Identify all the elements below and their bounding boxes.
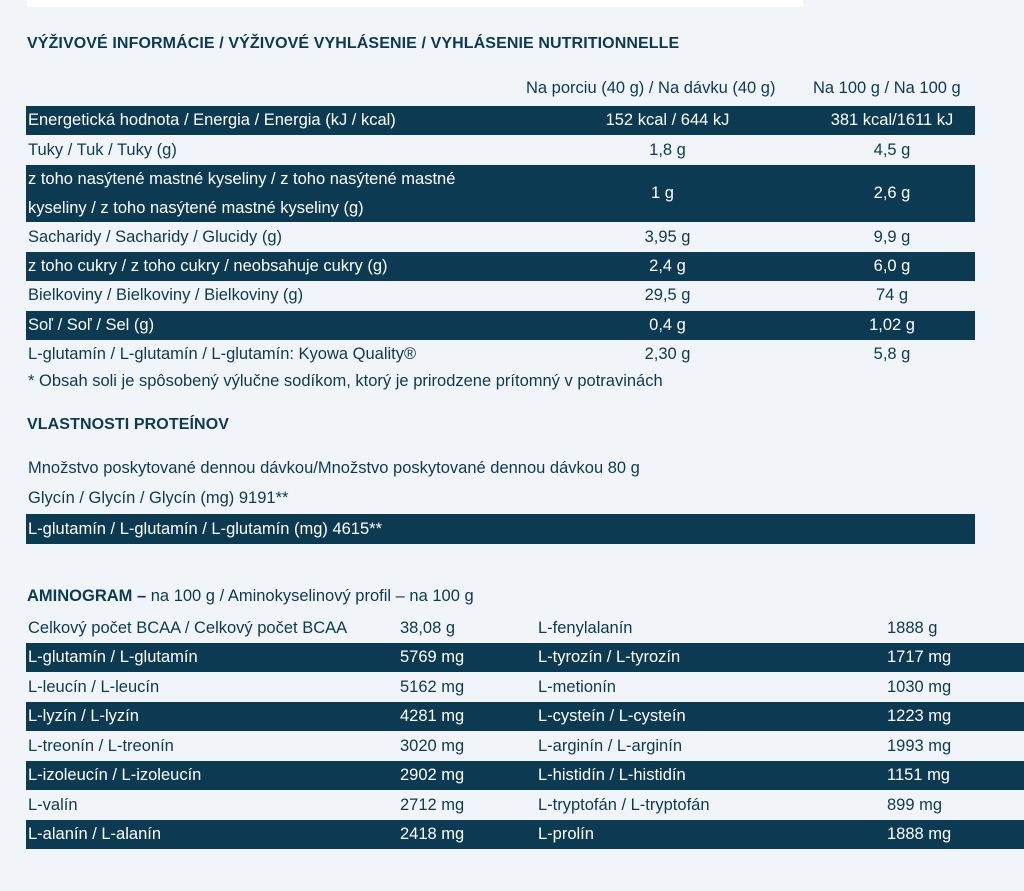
nutrient-name: z toho nasýtené mastné kyseliny / z toho nasýtené mastné kyseliny / z toho nasýtené mastné kyseliny (g) — [28, 169, 456, 217]
amino-value-right: 1993 mg — [887, 737, 952, 755]
nutrient-name: Sacharidy / Sacharidy / Glucidy (g) — [28, 228, 283, 246]
amino-row — [26, 614, 1024, 643]
amino-row — [26, 791, 1024, 820]
amino-name-left: L-lyzín / L-lyzín — [28, 707, 139, 725]
amino-name-right: L-arginín / L-arginín — [538, 737, 682, 755]
top-divider — [27, 0, 803, 7]
nutrient-per100-value: 74 g — [875, 286, 909, 304]
amino-name-left: L-glutamín / L-glutamín — [28, 648, 198, 666]
amino-row — [26, 732, 1024, 761]
amino-name-right: L-metionín — [538, 678, 616, 696]
nutrition-row — [26, 165, 975, 222]
nutrient-portion-value: 29,5 g — [644, 286, 691, 304]
nutrient-portion-value: 1,8 g — [649, 141, 686, 159]
amino-name-left: L-treonín / L-treonín — [28, 737, 174, 755]
amino-value-right: 1151 mg — [887, 766, 950, 784]
amino-name-left: L-leucín / L-leucín — [28, 678, 160, 696]
nutrient-portion-value: 0,4 g — [649, 316, 686, 334]
amino-value-right: 1717 mg — [887, 648, 952, 666]
nutrition-heading: VÝŽIVOVÉ INFORMÁCIE / VÝŽIVOVÉ VYHLÁSENIE / VYHLÁSENIE NUTRITIONNELLE — [27, 35, 680, 52]
amino-value-right: 1888 g — [887, 619, 938, 637]
nutrient-portion-value: 152 kcal / 644 kJ — [605, 111, 730, 129]
amino-value-left: 38,08 g — [400, 619, 456, 637]
amino-row — [26, 643, 1024, 672]
amino-value-left: 3020 mg — [400, 737, 465, 755]
amino-name-right: L-tyrozín / L-tyrozín — [538, 648, 681, 666]
nutrient-per100-value: 4,5 g — [873, 141, 911, 159]
amino-name-left: L-valín — [28, 796, 78, 814]
amino-row — [26, 673, 1024, 702]
amino-name-right: L-fenylalanín — [538, 619, 633, 637]
amino-name-right: L-tryptofán / L-tryptofán — [538, 796, 710, 814]
col-header-per-100g: Na 100 g / Na 100 g — [813, 79, 961, 97]
amino-row — [26, 702, 1024, 731]
amino-value-left: 5769 mg — [400, 648, 465, 666]
nutrition-row — [26, 223, 975, 252]
amino-value-right: 899 mg — [887, 796, 943, 814]
nutrient-portion-value: 1 g — [651, 184, 674, 202]
nutrition-row — [26, 106, 975, 135]
aminogram-title-rest: na 100 g / Aminokyselinový profil – na 100 g — [146, 587, 474, 605]
nutrient-per100-value: 9,9 g — [873, 228, 911, 246]
amino-value-left: 2902 mg — [400, 766, 465, 784]
amino-value-left: 2712 mg — [400, 796, 465, 814]
amino-value-left: 2418 mg — [400, 825, 465, 843]
amino-name-left: L-izoleucín / L-izoleucín — [28, 766, 202, 784]
nutrient-per100-value: 2,6 g — [873, 184, 911, 202]
daily-dose-line: Množstvo poskytované dennou dávkou/Množstvo poskytované dennou dávkou 80 g — [28, 459, 640, 477]
amino-value-left: 4281 mg — [400, 707, 465, 725]
nutrient-per100-value: 1,02 g — [869, 316, 915, 334]
nutrient-per100-value: 5,8 g — [873, 345, 911, 363]
nutrient-name: z toho cukry / z toho cukry / neobsahuje cukry (g) — [28, 257, 388, 275]
amino-name-left: L-alanín / L-alanín — [28, 825, 162, 843]
nutrient-portion-value: 3,95 g — [644, 228, 691, 246]
amino-value-right: 1888 mg — [887, 825, 952, 843]
amino-row — [26, 820, 1024, 849]
glutamine-line: L-glutamín / L-glutamín / L-glutamín (mg) 4615** — [26, 514, 975, 544]
nutrition-row — [26, 252, 975, 281]
amino-name-left: Celkový počet BCAA / Celkový počet BCAA — [28, 619, 348, 637]
nutrient-name: Tuky / Tuk / Tuky (g) — [28, 141, 177, 159]
nutrient-name: Energetická hodnota / Energia / Energia (kJ / kcal) — [28, 111, 396, 129]
nutrient-name: Soľ / Soľ / Sel (g) — [28, 316, 155, 334]
nutrition-row — [26, 281, 975, 310]
nutrition-row — [26, 340, 975, 369]
aminogram-title-bold: AMINOGRAM – — [27, 587, 147, 605]
amino-value-right: 1223 mg — [887, 707, 952, 725]
salt-footnote: * Obsah soli je spôsobený výlučne sodíkom, ktorý je prirodzene prítomný v potravinách — [28, 372, 663, 390]
nutrient-portion-value: 2,30 g — [644, 345, 691, 363]
protein-heading: VLASTNOSTI PROTEÍNOV — [27, 416, 230, 433]
nutrition-row — [26, 311, 975, 340]
nutrient-portion-value: 2,4 g — [649, 257, 686, 275]
nutrient-per100-value: 381 kcal/1611 kJ — [830, 111, 954, 129]
amino-name-right: L-histidín / L-histidín — [538, 766, 686, 784]
col-header-per-portion: Na porciu (40 g) / Na dávku (40 g) — [526, 79, 776, 97]
nutrient-name: Bielkoviny / Bielkoviny / Bielkoviny (g) — [28, 286, 304, 304]
nutrient-per100-value: 6,0 g — [873, 257, 911, 275]
amino-row — [26, 761, 1024, 790]
nutrient-name: L-glutamín / L-glutamín / L-glutamín: Kyowa Quality® — [28, 345, 417, 363]
amino-name-right: L-prolín — [538, 825, 594, 843]
amino-value-left: 5162 mg — [400, 678, 465, 696]
amino-name-right: L-cysteín / L-cysteín — [538, 707, 686, 725]
amino-value-right: 1030 mg — [887, 678, 952, 696]
nutrition-row — [26, 136, 975, 165]
aminogram-title — [27, 587, 474, 606]
glycine-line: Glycín / Glycín / Glycín (mg) 9191** — [28, 489, 289, 507]
